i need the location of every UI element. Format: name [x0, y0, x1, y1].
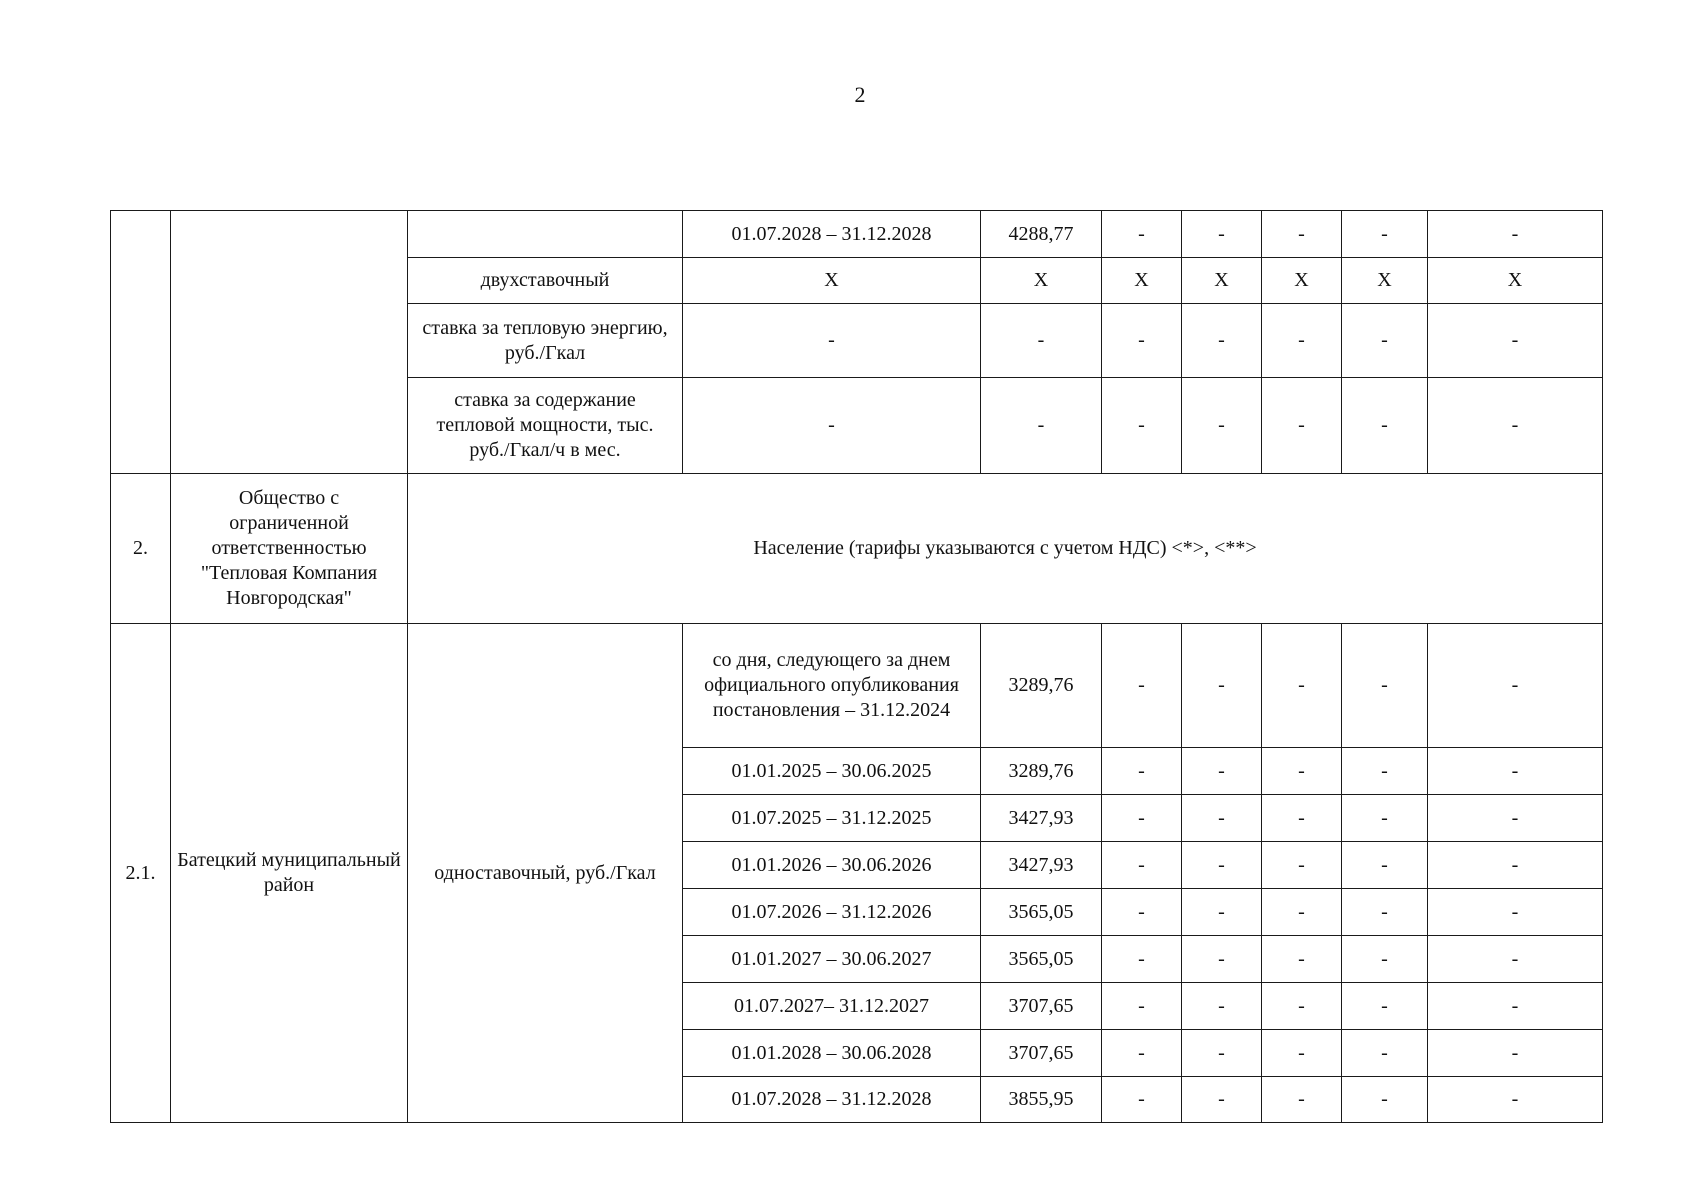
dash-cell: -	[1102, 304, 1182, 378]
period-cell: -	[683, 304, 981, 378]
dash-cell: -	[1262, 936, 1342, 983]
dash-cell: -	[1428, 624, 1603, 748]
tariff-type-cell: ставка за содержание тепловой мощности, тыс. руб./Гкал/ч в мес.	[408, 378, 683, 474]
tariff-value-cell: 3289,76	[981, 624, 1102, 748]
tariff-type-cell: двухставочный	[408, 258, 683, 304]
tariff-value-cell: 3565,05	[981, 936, 1102, 983]
tariff-value-cell: 3289,76	[981, 748, 1102, 795]
tariff-value-cell: 3707,65	[981, 1030, 1102, 1077]
x-cell: X	[1342, 258, 1428, 304]
tariff-value-cell: 3427,93	[981, 795, 1102, 842]
organization-cell	[171, 211, 408, 474]
dash-cell: -	[1102, 795, 1182, 842]
tariff-value-cell: 3427,93	[981, 842, 1102, 889]
x-cell: X	[1428, 258, 1603, 304]
dash-cell: -	[1262, 795, 1342, 842]
dash-cell: -	[1182, 624, 1262, 748]
x-cell: X	[1262, 258, 1342, 304]
period-cell: 01.07.2028 – 31.12.2028	[683, 211, 981, 258]
dash-cell: -	[1182, 748, 1262, 795]
dash-cell: -	[1262, 1077, 1342, 1123]
period-cell: 01.07.2027– 31.12.2027	[683, 983, 981, 1030]
population-note-cell: Население (тарифы указываются с учетом НДС) <*>, <**>	[408, 474, 1603, 624]
dash-cell: -	[1428, 936, 1603, 983]
dash-cell: -	[1182, 211, 1262, 258]
table-row	[111, 474, 1603, 624]
dash-cell: -	[1342, 1077, 1428, 1123]
dash-cell: -	[1182, 936, 1262, 983]
table-row	[111, 211, 1603, 258]
period-cell: X	[683, 258, 981, 304]
dash-cell: -	[1428, 378, 1603, 474]
dash-cell: -	[1342, 983, 1428, 1030]
dash-cell: -	[1428, 889, 1603, 936]
row-number-cell	[111, 211, 171, 474]
dash-cell: -	[1262, 842, 1342, 889]
dash-cell: -	[1182, 1077, 1262, 1123]
dash-cell: -	[1182, 378, 1262, 474]
dash-cell: -	[1342, 1030, 1428, 1077]
dash-cell: -	[1428, 211, 1603, 258]
tariff-value-cell: 3855,95	[981, 1077, 1102, 1123]
dash-cell: -	[1428, 842, 1603, 889]
dash-cell: -	[1182, 304, 1262, 378]
dash-cell: -	[1102, 1030, 1182, 1077]
dash-cell: -	[1428, 748, 1603, 795]
dash-cell: -	[1102, 842, 1182, 889]
dash-cell: -	[1102, 1077, 1182, 1123]
dash-cell: -	[1102, 889, 1182, 936]
tariff-value-cell: 4288,77	[981, 211, 1102, 258]
dash-cell: -	[1262, 1030, 1342, 1077]
dash-cell: -	[1342, 795, 1428, 842]
tariff-value-cell: 3707,65	[981, 983, 1102, 1030]
dash-cell: -	[1428, 983, 1603, 1030]
dash-cell: -	[1102, 936, 1182, 983]
dash-cell: -	[1262, 378, 1342, 474]
district-cell: Батецкий муниципальный район	[171, 624, 408, 1123]
dash-cell: -	[1342, 378, 1428, 474]
dash-cell: -	[1102, 624, 1182, 748]
period-cell: 01.01.2026 – 30.06.2026	[683, 842, 981, 889]
table-row	[111, 624, 1603, 748]
dash-cell: -	[1182, 1030, 1262, 1077]
organization-cell: Общество с ограниченной ответственностью "Тепловая Компания Новгородская"	[171, 474, 408, 624]
dash-cell: -	[1102, 378, 1182, 474]
dash-cell: -	[1428, 795, 1603, 842]
dash-cell: -	[1428, 1077, 1603, 1123]
x-cell: X	[1182, 258, 1262, 304]
dash-cell: -	[1182, 889, 1262, 936]
dash-cell: -	[1342, 211, 1428, 258]
dash-cell: -	[1262, 748, 1342, 795]
tariff-value-cell: 3565,05	[981, 889, 1102, 936]
row-number-cell: 2.	[111, 474, 171, 624]
period-cell: -	[683, 378, 981, 474]
tariff-type-cell	[408, 211, 683, 258]
dash-cell: -	[1182, 795, 1262, 842]
period-cell: 01.07.2026 – 31.12.2026	[683, 889, 981, 936]
tariff-value-cell: X	[981, 258, 1102, 304]
dash-cell: -	[1342, 748, 1428, 795]
tariff-type-cell: ставка за тепловую энергию, руб./Гкал	[408, 304, 683, 378]
dash-cell: -	[1342, 304, 1428, 378]
dash-cell: -	[1182, 842, 1262, 889]
dash-cell: -	[1262, 983, 1342, 1030]
period-cell: 01.01.2028 – 30.06.2028	[683, 1030, 981, 1077]
dash-cell: -	[1262, 211, 1342, 258]
dash-cell: -	[1342, 624, 1428, 748]
dash-cell: -	[1428, 304, 1603, 378]
dash-cell: -	[1182, 983, 1262, 1030]
page-number: 2	[854, 82, 866, 107]
tariff-table	[110, 210, 1603, 1123]
period-cell: 01.01.2027 – 30.06.2027	[683, 936, 981, 983]
tariff-value-cell: -	[981, 378, 1102, 474]
dash-cell: -	[1342, 842, 1428, 889]
tariff-type-cell: одноставочный, руб./Гкал	[408, 624, 683, 1123]
dash-cell: -	[1428, 1030, 1603, 1077]
row-number-cell: 2.1.	[111, 624, 171, 1123]
dash-cell: -	[1262, 624, 1342, 748]
dash-cell: -	[1262, 304, 1342, 378]
x-cell: X	[1102, 258, 1182, 304]
dash-cell: -	[1342, 889, 1428, 936]
period-cell: 01.07.2028 – 31.12.2028	[683, 1077, 981, 1123]
period-cell: 01.07.2025 – 31.12.2025	[683, 795, 981, 842]
period-cell: со дня, следующего за днем официального опубликования постановления – 31.12.2024	[683, 624, 981, 748]
period-cell: 01.01.2025 – 30.06.2025	[683, 748, 981, 795]
dash-cell: -	[1102, 983, 1182, 1030]
dash-cell: -	[1342, 936, 1428, 983]
dash-cell: -	[1102, 211, 1182, 258]
tariff-value-cell: -	[981, 304, 1102, 378]
dash-cell: -	[1262, 889, 1342, 936]
dash-cell: -	[1102, 748, 1182, 795]
